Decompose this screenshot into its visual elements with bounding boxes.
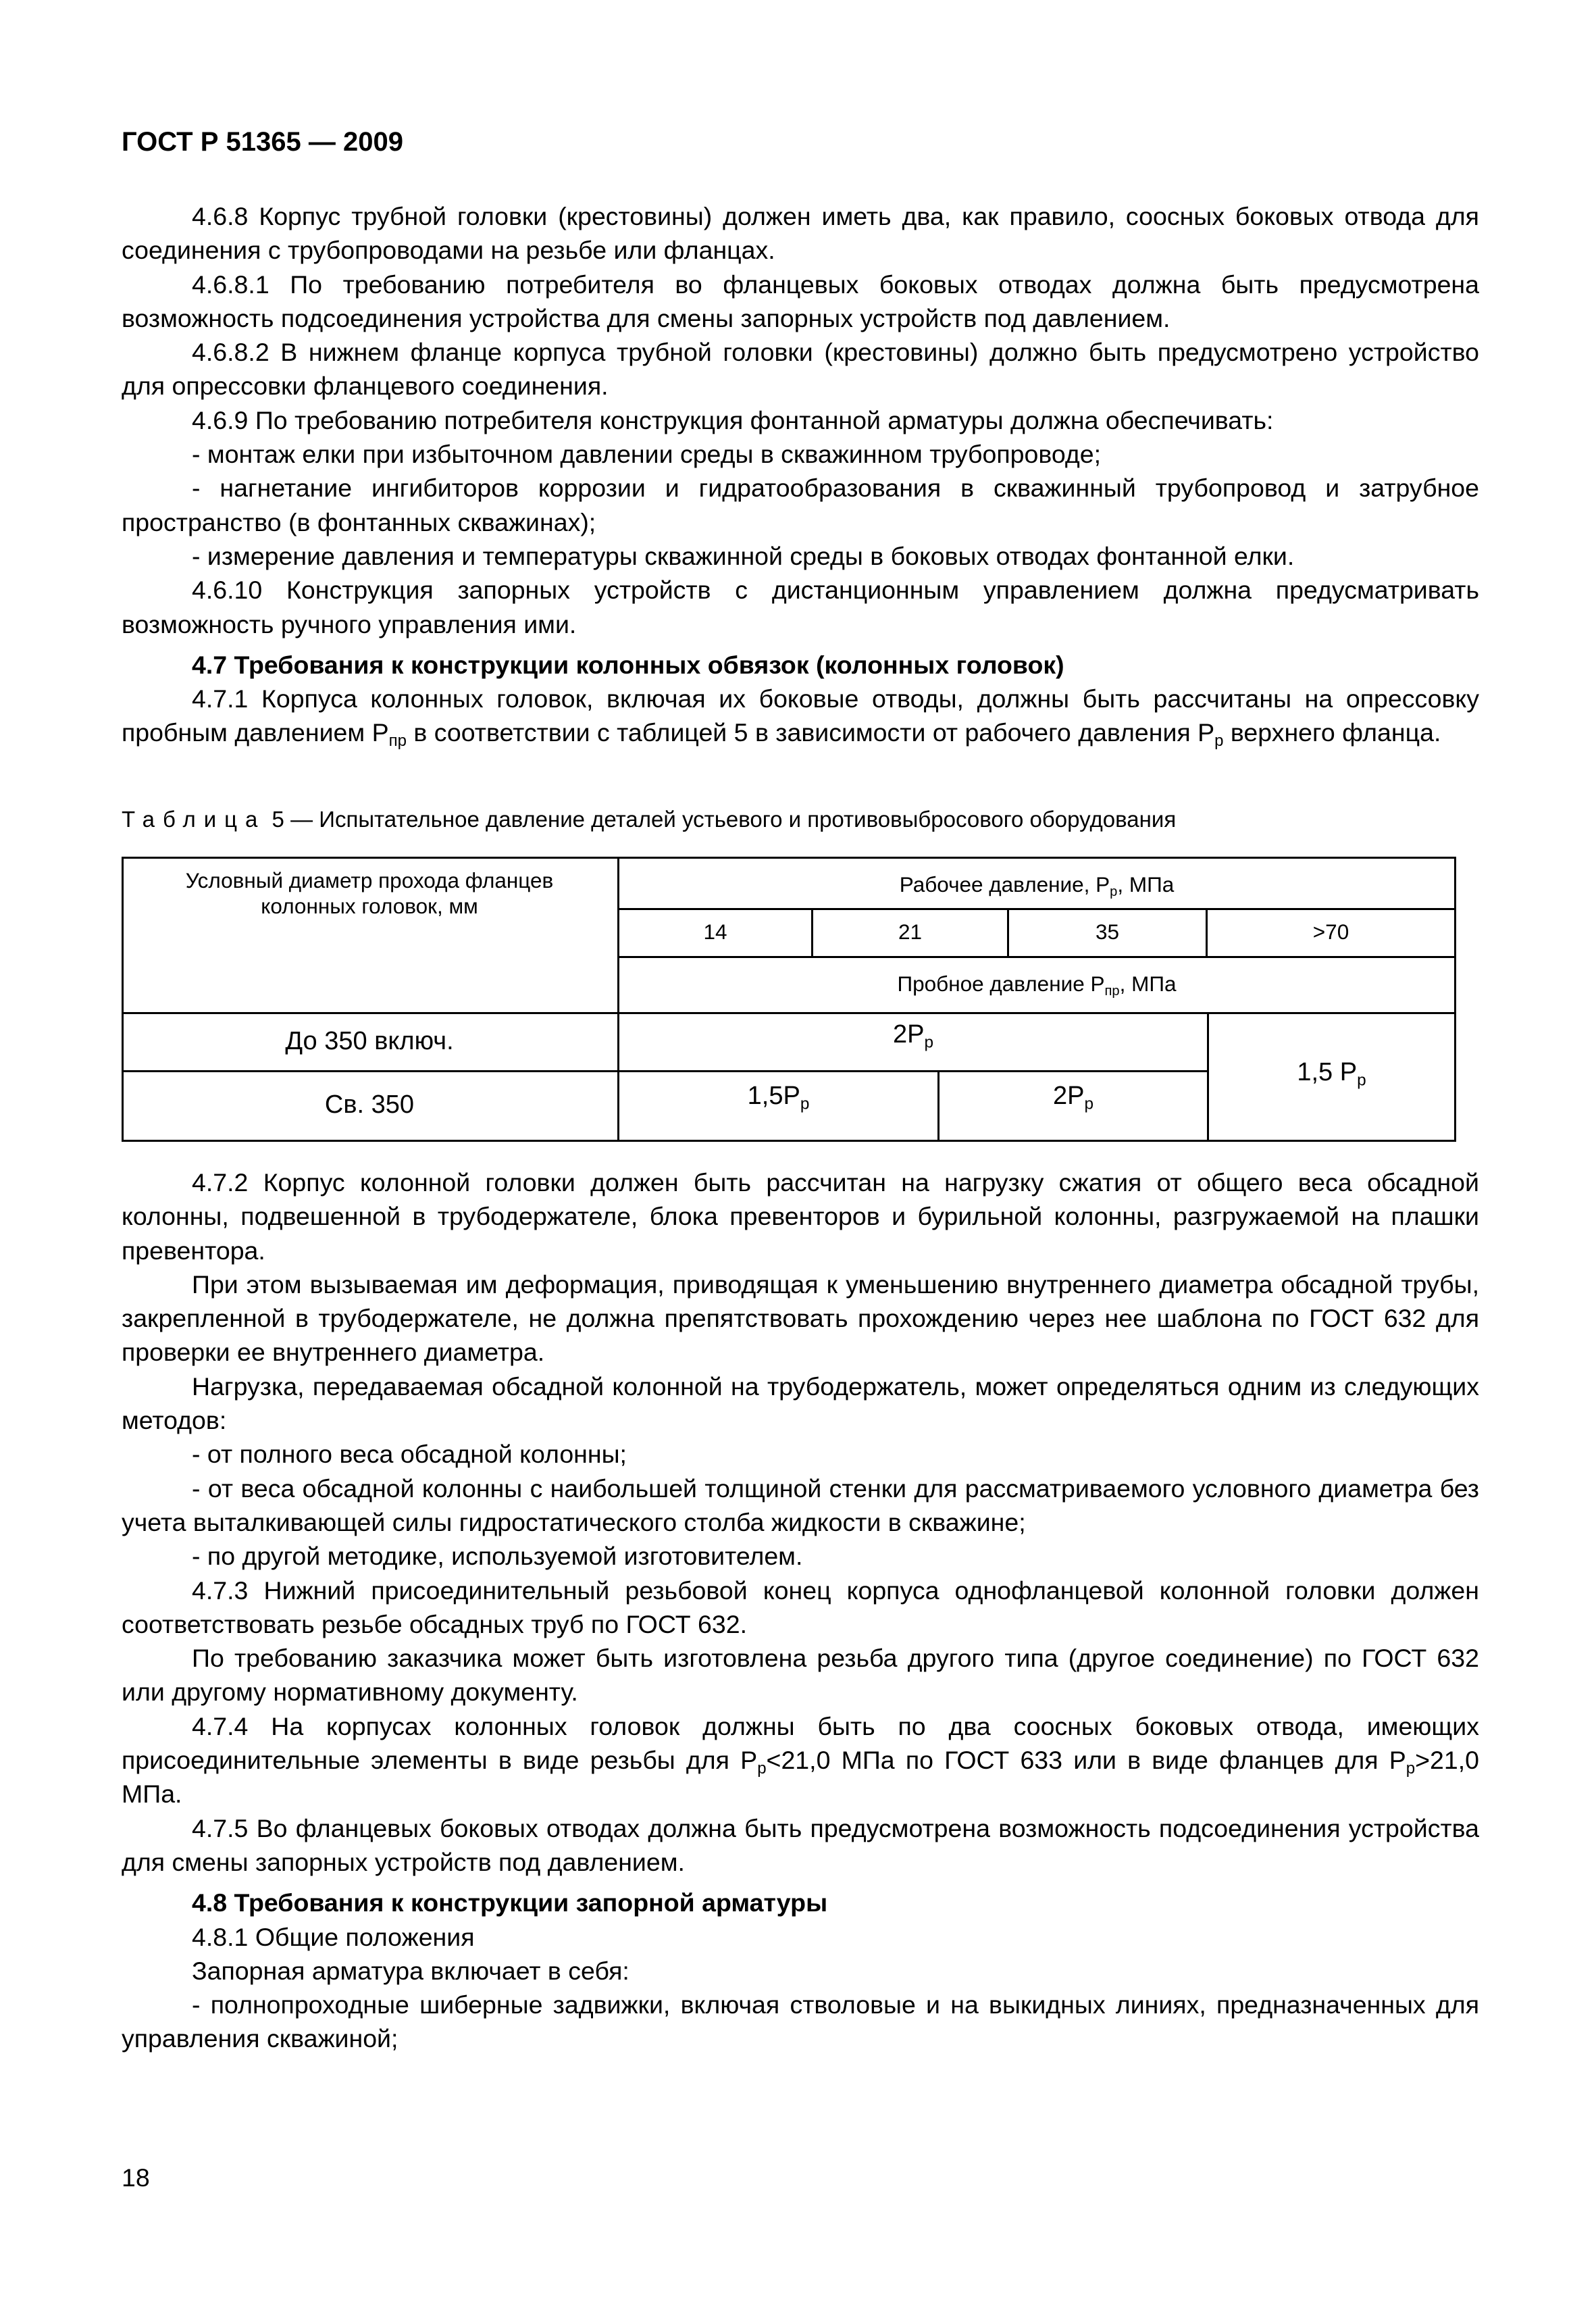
list-item: - измерение давления и температуры скважинной среды в боковых отводах фонтанной елки. — [192, 541, 1295, 570]
table-rule — [617, 956, 1456, 958]
paragraph: По требованию заказчика может быть изготовлена резьба другого типа (другое соединение) по ГОСТ 632 или другому нормативному документу. — [122, 1644, 1479, 1707]
row-label-over-350: Св. 350 — [324, 1090, 415, 1119]
text-block-bottom — [122, 1165, 1479, 2056]
section-heading-4-8: 4.8 Требования к конструкции запорной арматуры — [192, 1888, 828, 1917]
paragraph: 4.6.8.2 В нижнем фланце корпуса трубной головки (крестовины) должно быть предусмотрено устройство для опрессовки фланцевого соединения. — [122, 338, 1479, 401]
cell-2pp-row2: $2Р_р$ — [1052, 1082, 1093, 1113]
table-5 — [122, 857, 1456, 1142]
text-block-top — [122, 199, 1479, 750]
paragraph: 4.6.8.1 По требованию потребителя во фланцевых боковых отводах должна быть предусмотрена возможность подсоединения устройства для смены запорных устройств под давлением. — [122, 270, 1479, 332]
pressure-14: 14 — [703, 920, 727, 944]
pressure-35: 35 — [1095, 920, 1120, 944]
table-border-top — [122, 857, 1456, 859]
paragraph: 4.7.5 Во фланцевых боковых отводах должна быть предусмотрена возможность подсоединения устройства для смены запорных устройств под давлением. — [122, 1813, 1479, 1876]
table-border-bottom — [122, 1140, 1456, 1142]
document-header: ГОСТ Р 51365 — 2009 — [122, 127, 403, 157]
table-rule — [617, 908, 1456, 910]
table-rule — [122, 1070, 1209, 1072]
table-border-right — [1454, 857, 1456, 1142]
paragraph-4-7-4: 4.7.4 На корпусах колонных головок должны быть по два соосных боковых отвода, имеющих присоединительные элементы в виде резьбы для $Р_р<21,0$ МПа по ГОСТ 633 или в виде фланцев для $Р_р>21,0$ МПа. — [122, 1711, 1480, 1809]
paragraph: Нагрузка, передаваемая обсадной колонной на трубодержатель, может определяться одним из следующих методов: — [122, 1372, 1479, 1435]
cell-1-5pp-merged: 1,5 $Р_р$ — [1297, 1058, 1366, 1090]
cell-1-5pp: $1,5Р_р$ — [747, 1082, 810, 1113]
paragraph: 4.6.8 Корпус трубной головки (крестовины) должен иметь два, как правило, соосных боковых отвода для соединения с трубопроводами на резьбе или фланцах. — [122, 202, 1479, 265]
paragraph: 4.7.3 Нижний присоединительный резьбовой конец корпуса однофланцевой колонной головки должен соответствовать резьбе обсадных труб по ГОСТ 632. — [122, 1576, 1479, 1638]
pressure-over-70: >70 — [1312, 920, 1349, 944]
paragraph: 4.8.1 Общие положения — [192, 1922, 475, 1951]
table-caption — [122, 804, 1176, 835]
column-header-work-pressure: Рабочее давление, $Р_р$, МПа — [899, 872, 1175, 900]
paragraph: 4.6.10 Конструкция запорных устройств с дистанционным управлением должна предусматривать возможность ручного управления ими. — [122, 576, 1479, 638]
paragraph: При этом вызываемая им деформация, приводящая к уменьшению внутреннего диаметра обсадной трубы, закрепленной в трубодержателе, не должна препятствовать прохождению через нее шаблона по ГОСТ 632 для проверки ее внутреннего диаметра. — [122, 1269, 1479, 1367]
test-pressure-header: Пробное давление $Р_{пр}$, МПа — [897, 972, 1177, 999]
page-number: 18 — [122, 2163, 150, 2192]
table-caption-text: 5 — Испытательное давление деталей устьевого и противовыбросового оборудования — [265, 807, 1177, 832]
column-header-diameter: Условный диаметр прохода фланцев колонных головок, мм — [185, 868, 554, 918]
pressure-21: 21 — [898, 920, 923, 944]
section-heading-4-7: 4.7 Требования к конструкции колонных обвязок (колонных головок) — [192, 650, 1064, 679]
paragraph: Запорная арматура включает в себя: — [192, 1956, 629, 1985]
paragraph: 4.7.2 Корпус колонной головки должен быть рассчитан на нагрузку сжатия от общего веса обсадной колонны, подвешенной в трубодержателе, блока превенторов и бурильной колонны, разгружаемой на плашки превентора. — [122, 1168, 1479, 1265]
row-label-up-to-350: До 350 включ. — [285, 1027, 454, 1055]
list-item: - от полного веса обсадной колонны; — [192, 1440, 627, 1469]
list-item: - по другой методике, используемой изготовителем. — [192, 1542, 803, 1571]
cell-2pp: $2Р_р$ — [892, 1020, 933, 1052]
list-item: - полнопроходные шиберные задвижки, включая стволовые и на выкидных линиях, предназначенных для управления скважиной; — [122, 1990, 1479, 2053]
table-rule — [122, 1012, 1456, 1014]
list-item: - нагнетание ингибиторов коррозии и гидратообразования в скважинный трубопровод и затрубное пространство (в фонтанных скважинах); — [122, 474, 1479, 536]
table-caption-label: Таблица — [122, 807, 266, 832]
paragraph: 4.6.9 По требованию потребителя конструкция фонтанной арматуры должна обеспечивать: — [192, 405, 1274, 434]
list-item: - от веса обсадной колонны с наибольшей толщиной стенки для рассматриваемого условного диаметра без учета выталкивающей силы гидростатического столба жидкости в скважине; — [122, 1474, 1479, 1536]
list-item: - монтаж елки при избыточном давлении среды в скважинном трубопроводе; — [192, 440, 1102, 469]
paragraph-4-7-1: 4.7.1 Корпуса колонных головок, включая их боковые отводы, должны быть рассчитаны на опрессовку пробным давлением $Р_{пр}$ в соответствии с таблицей 5 в зависимости от рабочего давления $Р_р$ верхнего фланца. — [122, 684, 1479, 751]
